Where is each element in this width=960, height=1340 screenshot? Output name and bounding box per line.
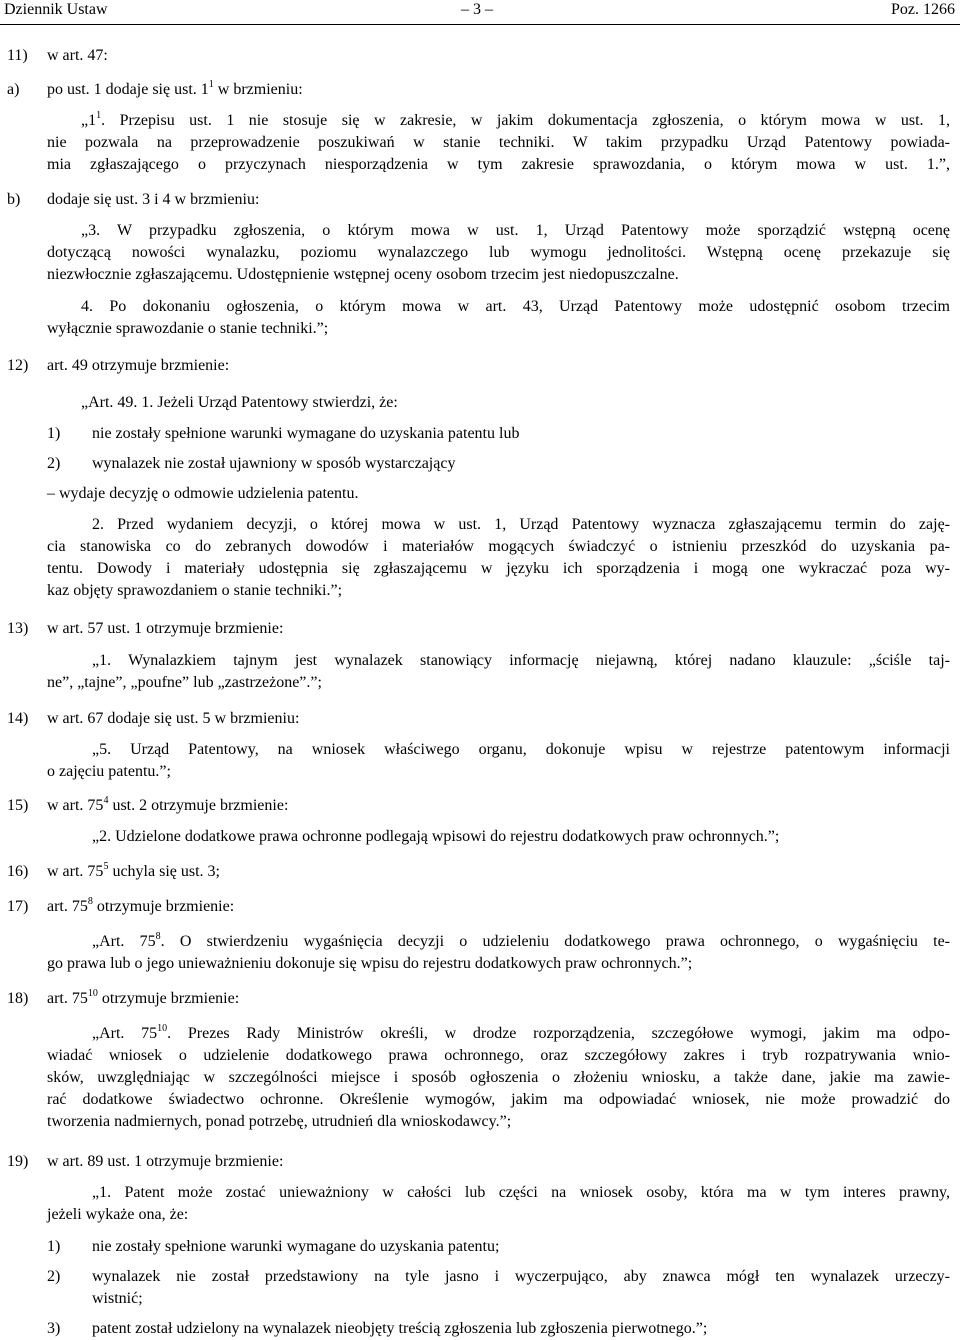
point-text: nie zostały spełnione warunki wymagane do uzyskania patentu; xyxy=(92,1238,500,1255)
paragraph-line: mia zgłaszającego o przyczynach niesporządzenia w tym zakresie sprawozdania, o którym mowa w ust. 1.”, xyxy=(47,156,950,173)
item-text: w art. 57 ust. 1 otrzymuje brzmienie: xyxy=(47,620,284,637)
point-text: wynalazek nie został ujawniony w sposób wystarczający xyxy=(92,455,456,472)
item-text: w art. 67 dodaje się ust. 5 w brzmieniu: xyxy=(47,710,300,727)
point-text: wistnić; xyxy=(92,1290,143,1307)
subitem-text: po ust. 1 dodaje się ust. $1^1$ w brzmieniu: xyxy=(47,78,303,98)
paragraph-line: wyłącznie sprawozdanie o stanie techniki.”; xyxy=(47,320,329,337)
paragraph-line: dotyczącą nowości wynalazku, poziomu wynalazczego lub wymogu jednolitości. Wstępną ocenę przekazuje się xyxy=(47,244,950,261)
paragraph-line: cia stanowiska co do zebranych dowodów i materiałów mogących świadczyć o istnieniu przeszkód do uzyskania pa- xyxy=(47,538,950,555)
paragraph-line: $„1^1$. Przepisu ust. 1 nie stosuje się w zakresie, w jakim dokumentacja zgłoszenia, o którym mowa w ust. 1, xyxy=(81,109,950,129)
subitem-letter: b) xyxy=(7,191,21,208)
item-number: 14) xyxy=(7,710,29,727)
journal-name: Dziennik Ustaw xyxy=(4,1,108,18)
point-text: wynalazek nie został przedstawiony na tyle jasno i wyczerpująco, aby znawca mógł ten wynalazek urzeczy- xyxy=(92,1268,950,1285)
point-number: 3) xyxy=(47,1320,61,1337)
item-number: 13) xyxy=(7,620,29,637)
item-number: 16) xyxy=(7,863,29,880)
paragraph-line: o zajęciu patentu.”; xyxy=(47,763,171,780)
paragraph-line: go prawa lub o jego unieważnieniu dokonuje się wpisu do rejestru dodatkowych praw ochronnych.”; xyxy=(47,955,693,972)
item-number: 18) xyxy=(7,990,29,1007)
point-number: 2) xyxy=(47,1268,61,1285)
position-number: Poz. 1266 xyxy=(891,1,955,18)
item-number: 19) xyxy=(7,1153,29,1170)
paragraph-line: – wydaje decyzję o odmowie udzielenia patentu. xyxy=(47,485,359,502)
item-number: 12) xyxy=(7,357,29,374)
paragraph-line: sków, uwzględniając w szczególności miejsce i sposób ogłoszenia o złożeniu wniosku, a także dane, jakie ma zawie- xyxy=(47,1069,950,1086)
point-number: 1) xyxy=(47,425,61,442)
subitem-letter: a) xyxy=(7,81,20,98)
paragraph-line: „1. Patent może zostać unieważniony w całości lub części na wniosek osoby, która ma w tym interes prawny, xyxy=(92,1184,950,1201)
paragraph-line: „1. Wynalazkiem tajnym jest wynalazek stanowiący informację niejawną, której nadano klauzule: „ściśle taj- xyxy=(92,652,950,669)
item-text: w art. $75^5$ uchyla się ust. 3; xyxy=(47,860,220,880)
point-number: 1) xyxy=(47,1238,61,1255)
item-text: w art. $75^4$ ust. 2 otrzymuje brzmienie: xyxy=(47,794,289,814)
paragraph-line: rać dodatkowe świadectwo ochronne. Określenie wymogów, jakim ma odpowiadać wniosek, nie może prowadzić do xyxy=(47,1091,950,1108)
item-text: art. 49 otrzymuje brzmienie: xyxy=(47,357,230,374)
paragraph-line: „5. Urząd Patentowy, na wniosek właściwego organu, dokonuje wpisu w rejestrze patentowym informacji xyxy=(92,741,950,758)
item-number: 15) xyxy=(7,797,29,814)
paragraph-line: tentu. Dowody i materiały udostępnia się zgłaszającemu w języku ich sporządzenia i mogą one wykraczać poza wy- xyxy=(47,560,950,577)
paragraph-line: niezwłocznie zgłaszającemu. Udostępnienie wstępnej oceny osobom trzecim jest niedopuszczalne. xyxy=(47,266,679,283)
paragraph-line: „2. Udzielone dodatkowe prawa ochronne podlegają wpisowi do rejestru dodatkowych praw ochronnych.”; xyxy=(92,828,780,845)
paragraph-line: „3. W przypadku zgłoszenia, o którym mowa w ust. 1, Urząd Patentowy może sporządzić wstępną ocenę xyxy=(81,222,950,239)
paragraph-line: „Art. $75^8$. O stwierdzeniu wygaśnięcia decyzji o udzieleniu dodatkowego prawa ochronnego, o wygaśnięciu te- xyxy=(92,930,950,950)
paragraph-line: tworzenia nadmiernych, ponad potrzebę, utrudnień dla wnioskodawcy.”; xyxy=(47,1113,512,1130)
paragraph-line: „Art. $75^{10}$. Prezes Rady Ministrów określi, w drodze rozporządzenia, szczegółowe wymogi, jakim ma odpo- xyxy=(92,1022,950,1042)
item-text: art. $75^{10}$ otrzymuje brzmienie: xyxy=(47,987,240,1007)
paragraph-line: wiadać wniosek o udzielenie dodatkowego prawa ochronnego, oraz szczegółowy zakres i tryb rozpatrywania wnio- xyxy=(47,1047,950,1064)
paragraph-line: kaz objęty sprawozdaniem o stanie techniki.”; xyxy=(47,582,343,599)
item-number: 17) xyxy=(7,898,29,915)
paragraph-line: nie pozwala na przeprowadzenie poszukiwań w stanie techniki. W takim przypadku Urząd Patentowy powiada- xyxy=(47,134,950,151)
page-number: – 3 – xyxy=(461,1,493,18)
subitem-text: dodaje się ust. 3 i 4 w brzmieniu: xyxy=(47,191,260,208)
item-number: 11) xyxy=(7,47,28,64)
paragraph-line: ne”, „tajne”, „poufne” lub „zastrzeżone”.”; xyxy=(47,674,322,691)
point-text: nie zostały spełnione warunki wymagane do uzyskania patentu lub xyxy=(92,425,520,442)
point-number: 2) xyxy=(47,455,61,472)
paragraph-line: jeżeli wykaże ona, że: xyxy=(47,1206,189,1223)
item-text: w art. 47: xyxy=(47,47,108,64)
page-header xyxy=(0,0,960,25)
article-heading: „Art. 49. 1. Jeżeli Urząd Patentowy stwierdzi, że: xyxy=(81,394,398,411)
paragraph-line: 2. Przed wydaniem decyzji, o której mowa w ust. 1, Urząd Patentowy wyznacza zgłaszającemu termin do zaję- xyxy=(92,516,950,533)
item-text: art. $75^8$ otrzymuje brzmienie: xyxy=(47,895,235,915)
point-text: patent został udzielony na wynalazek nieobjęty treścią zgłoszenia lub zgłoszenia pierwotnego.”; xyxy=(92,1320,708,1337)
item-text: w art. 89 ust. 1 otrzymuje brzmienie: xyxy=(47,1153,284,1170)
paragraph-line: 4. Po dokonaniu ogłoszenia, o którym mowa w art. 43, Urząd Patentowy może udostępnić osobom trzecim xyxy=(81,298,950,315)
